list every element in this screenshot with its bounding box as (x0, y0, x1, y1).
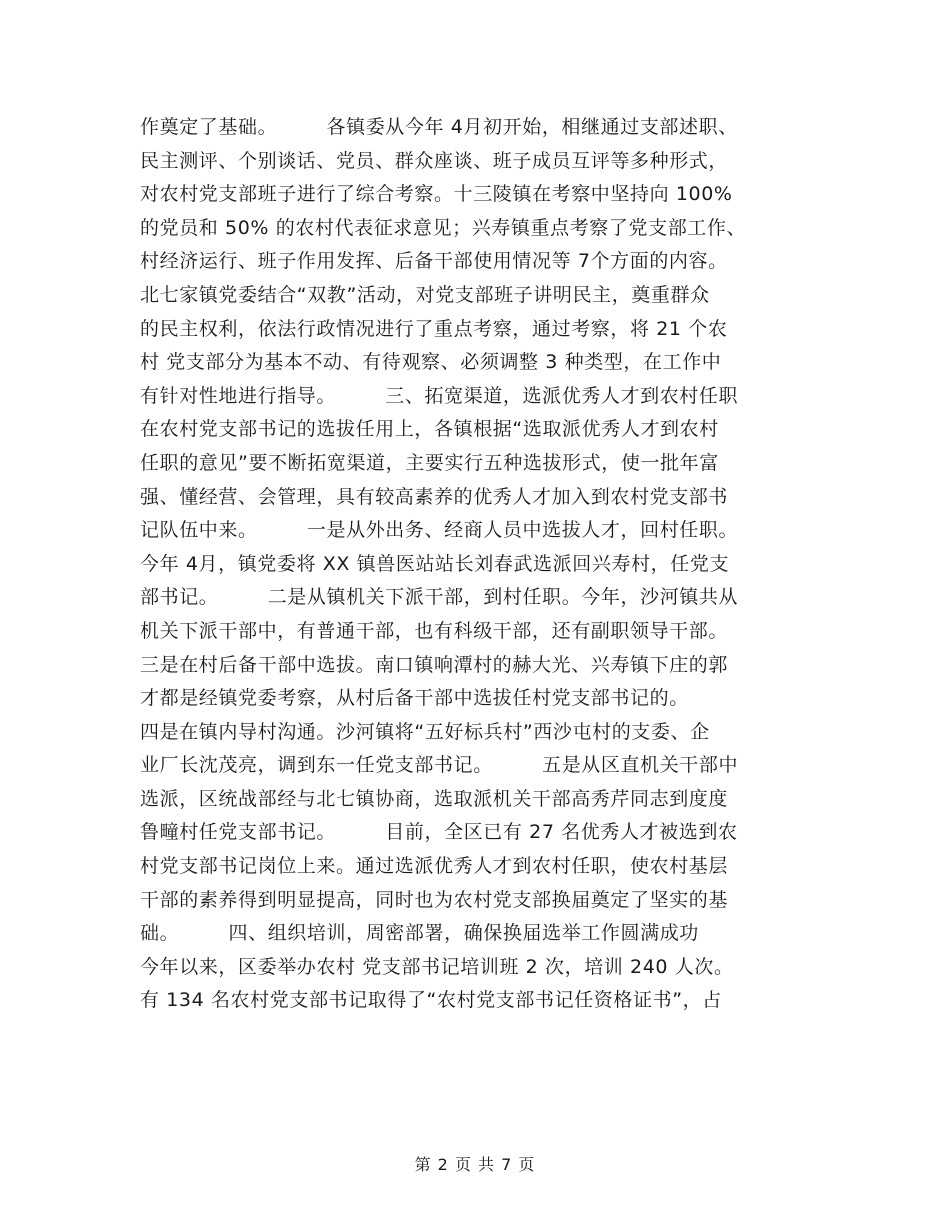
text-line: 村 党支部分为基本不动、有待观察、必须调整 3 种类型，在工作中 (140, 351, 722, 374)
text-line: 对农村党支部班子进行了综合考察。十三陵镇在考察中坚持向 100% (140, 183, 733, 206)
text-line: 业厂长沈茂亮，调到东一任党支部书记。 五是从区直机关干部中 (140, 754, 739, 777)
text-line: 选派，区统战部经与北七镇协商，选取派机关干部高秀芹同志到度度 (140, 787, 729, 810)
text-line: 记队伍中来。 一是从外出务、经商人员中选拔人才，回村任职。 (140, 519, 739, 542)
page-number-footer: 第 2 页 共 7 页 (414, 1155, 536, 1174)
text-line: 三是在村后备干部中选拔。南口镇响潭村的赫大光、兴寿镇下庄的郭 (140, 653, 729, 676)
text-line: 鲁疃村任党支部书记。 目前，全区已有 27 名优秀人才被选到农 (140, 821, 738, 844)
text-line: 四是在镇内导村沟通。沙河镇将“五好标兵村”西沙屯村的支委、企 (140, 720, 710, 743)
text-line: 任职的意见”要不断拓宽渠道，主要实行五种选拔形式，使一批年富 (140, 451, 719, 474)
text-line: 有 134 名农村党支部书记取得了“农村党支部书记任资格证书”，占 (140, 989, 722, 1012)
text-line: 民主测评、个别谈话、党员、群众座谈、班子成员互评等多种形式， (140, 149, 729, 172)
text-line: 机关下派干部中，有普通干部，也有科级干部，还有副职领导干部。 (140, 619, 729, 642)
text-line: 的党员和 50% 的农村代表征求意见；兴寿镇重点考察了党支部工作、 (140, 216, 747, 239)
text-line: 有针对性地进行指导。 三、拓宽渠道，选派优秀人才到农村任职 (140, 384, 739, 407)
text-line: 今年 4月，镇党委将 XX 镇兽医站站长刘春武选派回兴寿村，任党支 (140, 552, 730, 575)
text-line: 村党支部书记岗位上来。通过选派优秀人才到农村任职，使农村基层 (140, 855, 729, 878)
text-line: 才都是经镇党委考察，从村后备干部中选拔任村党支部书记的。 (140, 687, 689, 710)
text-line: 的民主权利，依法行政情况进行了重点考察，通过考察，将 21 个农 (140, 317, 728, 340)
text-line: 今年以来，区委举办农村 党支部书记培训班 2 次，培训 240 人次。 (140, 955, 734, 978)
text-line: 北七家镇党委结合“双教”活动，对党支部班子讲明民主，奠重群众 (140, 283, 710, 306)
text-line: 部书记。 二是从镇机关下派干部，到村任职。今年，沙河镇共从 (140, 586, 739, 609)
text-line: 础。 四、组织培训，周密部署，确保换届选举工作圆满成功 (140, 922, 699, 945)
text-line: 干部的素养得到明显提高，同时也为农村党支部换届奠定了坚实的基 (140, 888, 729, 911)
text-line: 作奠定了基础。 各镇委从今年 4月初开始，相继通过支部述职、 (140, 116, 738, 138)
text-line: 村经济运行、班子作用发挥、后备干部使用情况等 7个方面的内容。 (140, 250, 728, 273)
text-line: 在农村党支部书记的选拔任用上，各镇根据“选取派优秀人才到农村 (140, 418, 719, 441)
text-line: 强、懂经营、会管理，具有较高素养的优秀人才加入到农村党支部书 (140, 485, 729, 508)
document-body (140, 111, 820, 1018)
